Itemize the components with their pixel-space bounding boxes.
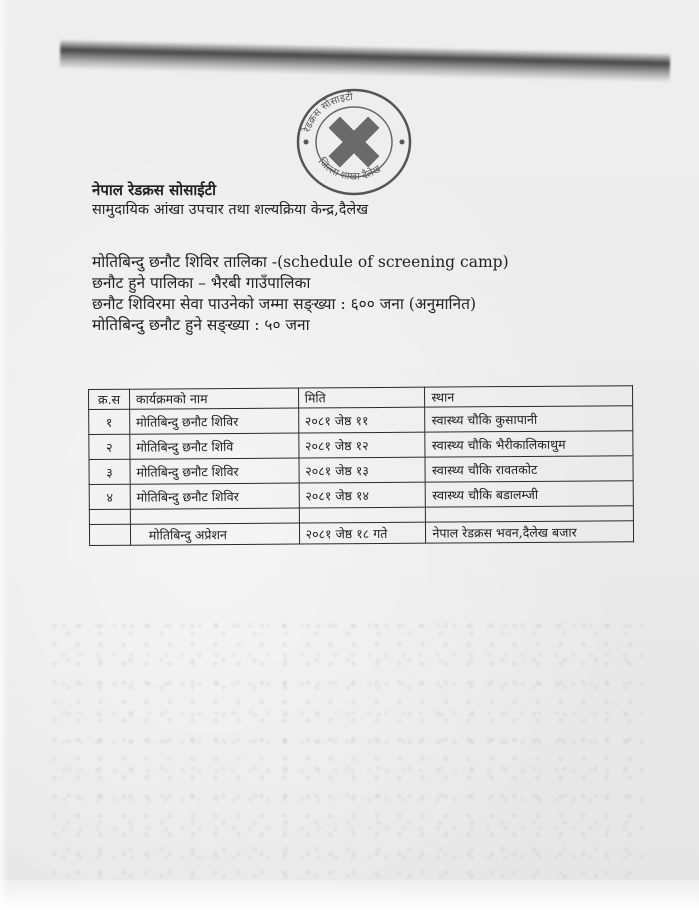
operation-name: मोतिबिन्दु अप्रेशन (130, 523, 299, 545)
organization-name: नेपाल रेडक्रस सोसाईटी (92, 181, 217, 199)
row-place: स्वास्थ्य चौकि भैरीकालिकाथुम (425, 431, 633, 457)
table-row (89, 481, 633, 510)
row-program-name: मोतिबिन्दु छनौट शिविर (130, 458, 299, 484)
cataract-count-line: मोतिबिन्दु छनौट हुने सङ्ख्या : ५० जना (92, 316, 310, 334)
blank-cell (89, 524, 130, 545)
row-date: २०८१ जेष्ठ १३ (299, 457, 426, 483)
schedule-table (88, 385, 634, 546)
organization-header (92, 180, 368, 220)
row-place: स्वास्थ्य चौकि बडालम्जी (426, 481, 634, 507)
operation-date: २०८१ जेष्ठ १८ गते (299, 522, 426, 544)
blank-cell (89, 509, 130, 524)
table-row (89, 431, 633, 460)
eye-center-name: सामुदायिक आंखा उपचार तथा शल्यक्रिया केन्द्र,दैलेख (92, 202, 369, 218)
scan-fold-shadow (60, 39, 671, 83)
expected-total-line: छनौट शिविरमा सेवा पाउनेको जम्मा सङ्ख्या : ६०० जना (अनुमानित) (92, 295, 477, 313)
header-place: स्थान (425, 386, 633, 407)
header-sn: क्र.स (89, 389, 130, 409)
row-sn: २ (89, 434, 130, 459)
row-sn: ३ (89, 459, 130, 484)
row-date: २०८१ जेष्ठ १२ (298, 432, 425, 458)
operation-place: नेपाल रेडक्रस भवन,दैलेख बजार (426, 521, 634, 543)
row-program-name: मोतिबिन्दु छनौट शिविर (130, 483, 299, 509)
municipality-line: छनौट हुने पालिका – भैरबी गाउँपालिका (92, 274, 311, 292)
row-program-name: मोतिबिन्दु छनौट शिवि (130, 433, 299, 459)
row-program-name: मोतिबिन्दु छनौट शिविर (130, 408, 299, 434)
row-sn: १ (89, 409, 130, 434)
blank-cell (130, 508, 299, 524)
seal-ring-bottom-text: जिल्ला शाखा दैलेख (315, 156, 383, 183)
row-place: स्वास्थ्य चौकि कुसापानी (425, 406, 633, 432)
seal-ring-top-text: रेडक्रस सोसाइटी (301, 91, 354, 134)
row-date: २०८१ जेष्ठ ११ (298, 407, 425, 433)
page-bottom-edge (0, 880, 699, 910)
blank-cell (299, 507, 426, 523)
schedule-title: मोतिबिन्दु छनौट शिविर तालिका -(schedule of screening camp) (92, 253, 509, 271)
blank-cell (426, 506, 634, 522)
table-row (89, 456, 633, 485)
schedule-grid (88, 385, 634, 546)
bleed-through-speckle (50, 620, 650, 880)
header-date: मिति (298, 387, 425, 408)
schedule-info (92, 252, 509, 336)
header-program-name: कार्यक्रमको नाम (129, 388, 298, 409)
row-date: २०८१ जेष्ठ १४ (299, 482, 426, 508)
table-row (89, 406, 633, 435)
page-edge (0, 0, 8, 910)
operation-row (89, 521, 633, 546)
row-place: स्वास्थ्य चौकि रावतकोट (425, 456, 633, 482)
row-sn: ४ (89, 484, 130, 509)
